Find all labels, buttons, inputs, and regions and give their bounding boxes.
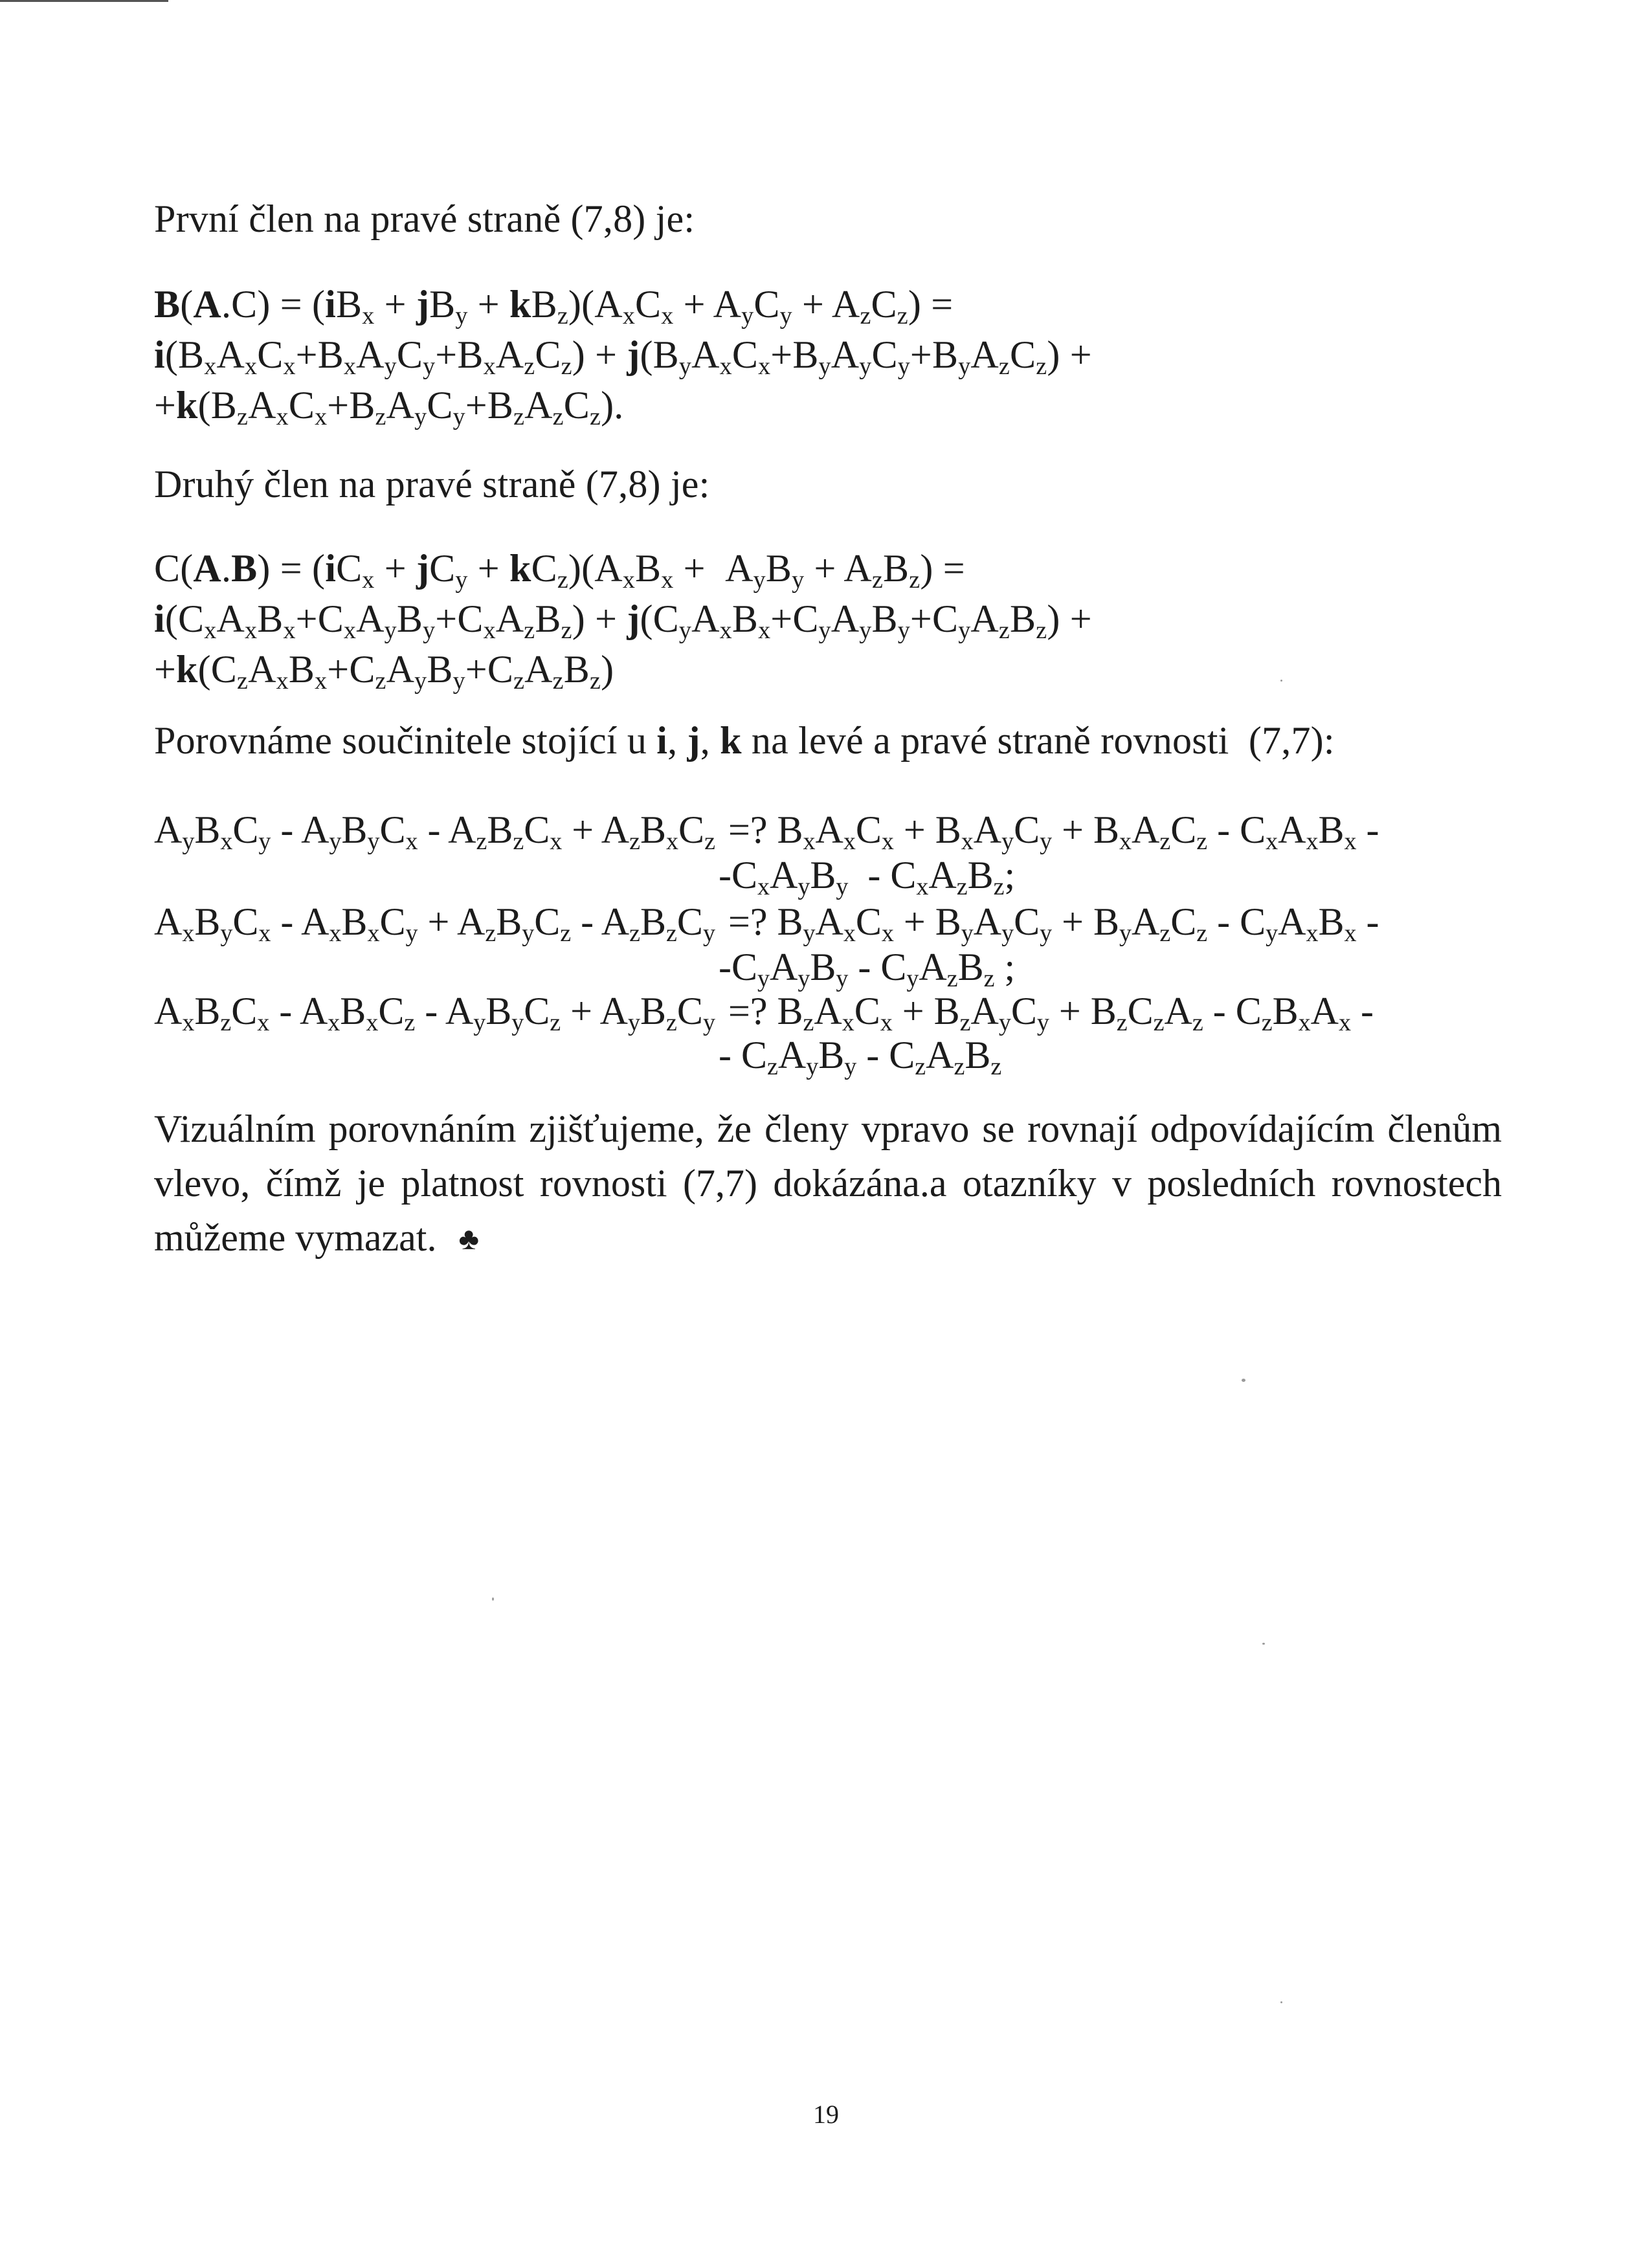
equation-2-left: $A_xB_yC_x - A_xB_xC_y + A_zB_yC_z - A_zB_zC_y$ [154, 900, 715, 947]
formula-1-line-2: $i(B_xA_xC_x+B_xA_yC_y+B_xA_zC_z) + j(B_yA_xC_x+B_yA_yC_y+B_yA_zC_z)$ + [154, 333, 1092, 380]
scan-speck [1242, 1379, 1245, 1382]
equation-1-left: $A_yB_xC_y - A_yB_yC_x - A_zB_zC_x + A_zB_xC_z$ [154, 808, 715, 855]
conclusion-paragraph [154, 1102, 1502, 1267]
scan-speck [1280, 2001, 1282, 2003]
equation-2-continuation: $-C_yA_yB_y - C_yA_zB_z$ ; [719, 946, 1016, 992]
scan-speck [1262, 1643, 1265, 1645]
club-icon: ♣ [458, 1222, 479, 1256]
equation-1-right: =? $B_xA_xC_x + B_xA_yC_y + B_xA_zC_z - C_xA_xB_x$ - [728, 808, 1379, 855]
equation-2-right: =? $B_yA_xC_x + B_yA_yC_y + B_yA_zC_z - C_yA_xB_x$ - [728, 900, 1379, 947]
comparison-intro: Porovnáme součinitele stojící u i, j, k na levé a pravé straně rovnosti (7,7): [154, 719, 1335, 762]
formula-2-line-3: $+k(C_zA_xB_x+C_zA_yB_y+C_zA_zB_z)$ [154, 648, 614, 695]
formula-2-line-1: $C(A.B) = (iC_x + jC_y + kC_z)(A_xB_x + A_yB_y + A_zB_z)$ = [154, 547, 965, 594]
section-intro-2: Druhý člen na pravé straně (7,8) je: [154, 463, 710, 506]
formula-2-line-2: $i(C_xA_xB_x+C_xA_yB_y+C_xA_zB_z) + j(C_yA_xB_x+C_yA_yB_y+C_yA_zB_z)$ + [154, 597, 1092, 644]
page-number: 19 [813, 2100, 839, 2129]
equation-3-right: =? $B_zA_xC_x + B_zA_yC_y + B_zC_zA_z - C_zB_xA_x$ - [728, 990, 1374, 1036]
equation-3-left: $A_xB_zC_x - A_xB_xC_z - A_yB_yC_z + A_yB_zC_y$ [154, 990, 715, 1036]
section-intro-1: První člen na pravé straně (7,8) je: [154, 197, 695, 240]
equation-3-continuation: - $C_zA_yB_y - C_zA_zB_z$ [719, 1034, 1002, 1080]
conclusion-text: Vizuálním porovnáním zjišťujeme, že členy vpravo se rovnají odpovídajícím členům vlevo, čímž je platnost rovnosti (7,7) dokázána.a otazníky v posledních rovnostech můžeme vymazat. [154, 1107, 1502, 1259]
scan-speck [492, 1597, 494, 1601]
scan-speck [1280, 680, 1282, 682]
formula-1-line-3: $+k(B_zA_xC_x+B_zA_yC_y+B_zA_zC_z)$. [154, 384, 624, 430]
formula-1-line-1: $B(A.C) = (iB_x + jB_y + kB_z)(A_xC_x + A_yC_y + A_zC_z)$ = [154, 283, 954, 329]
top-rule [0, 0, 168, 2]
equation-1-continuation: $-C_xA_yB_y - C_xA_zB_z$; [719, 854, 1016, 900]
